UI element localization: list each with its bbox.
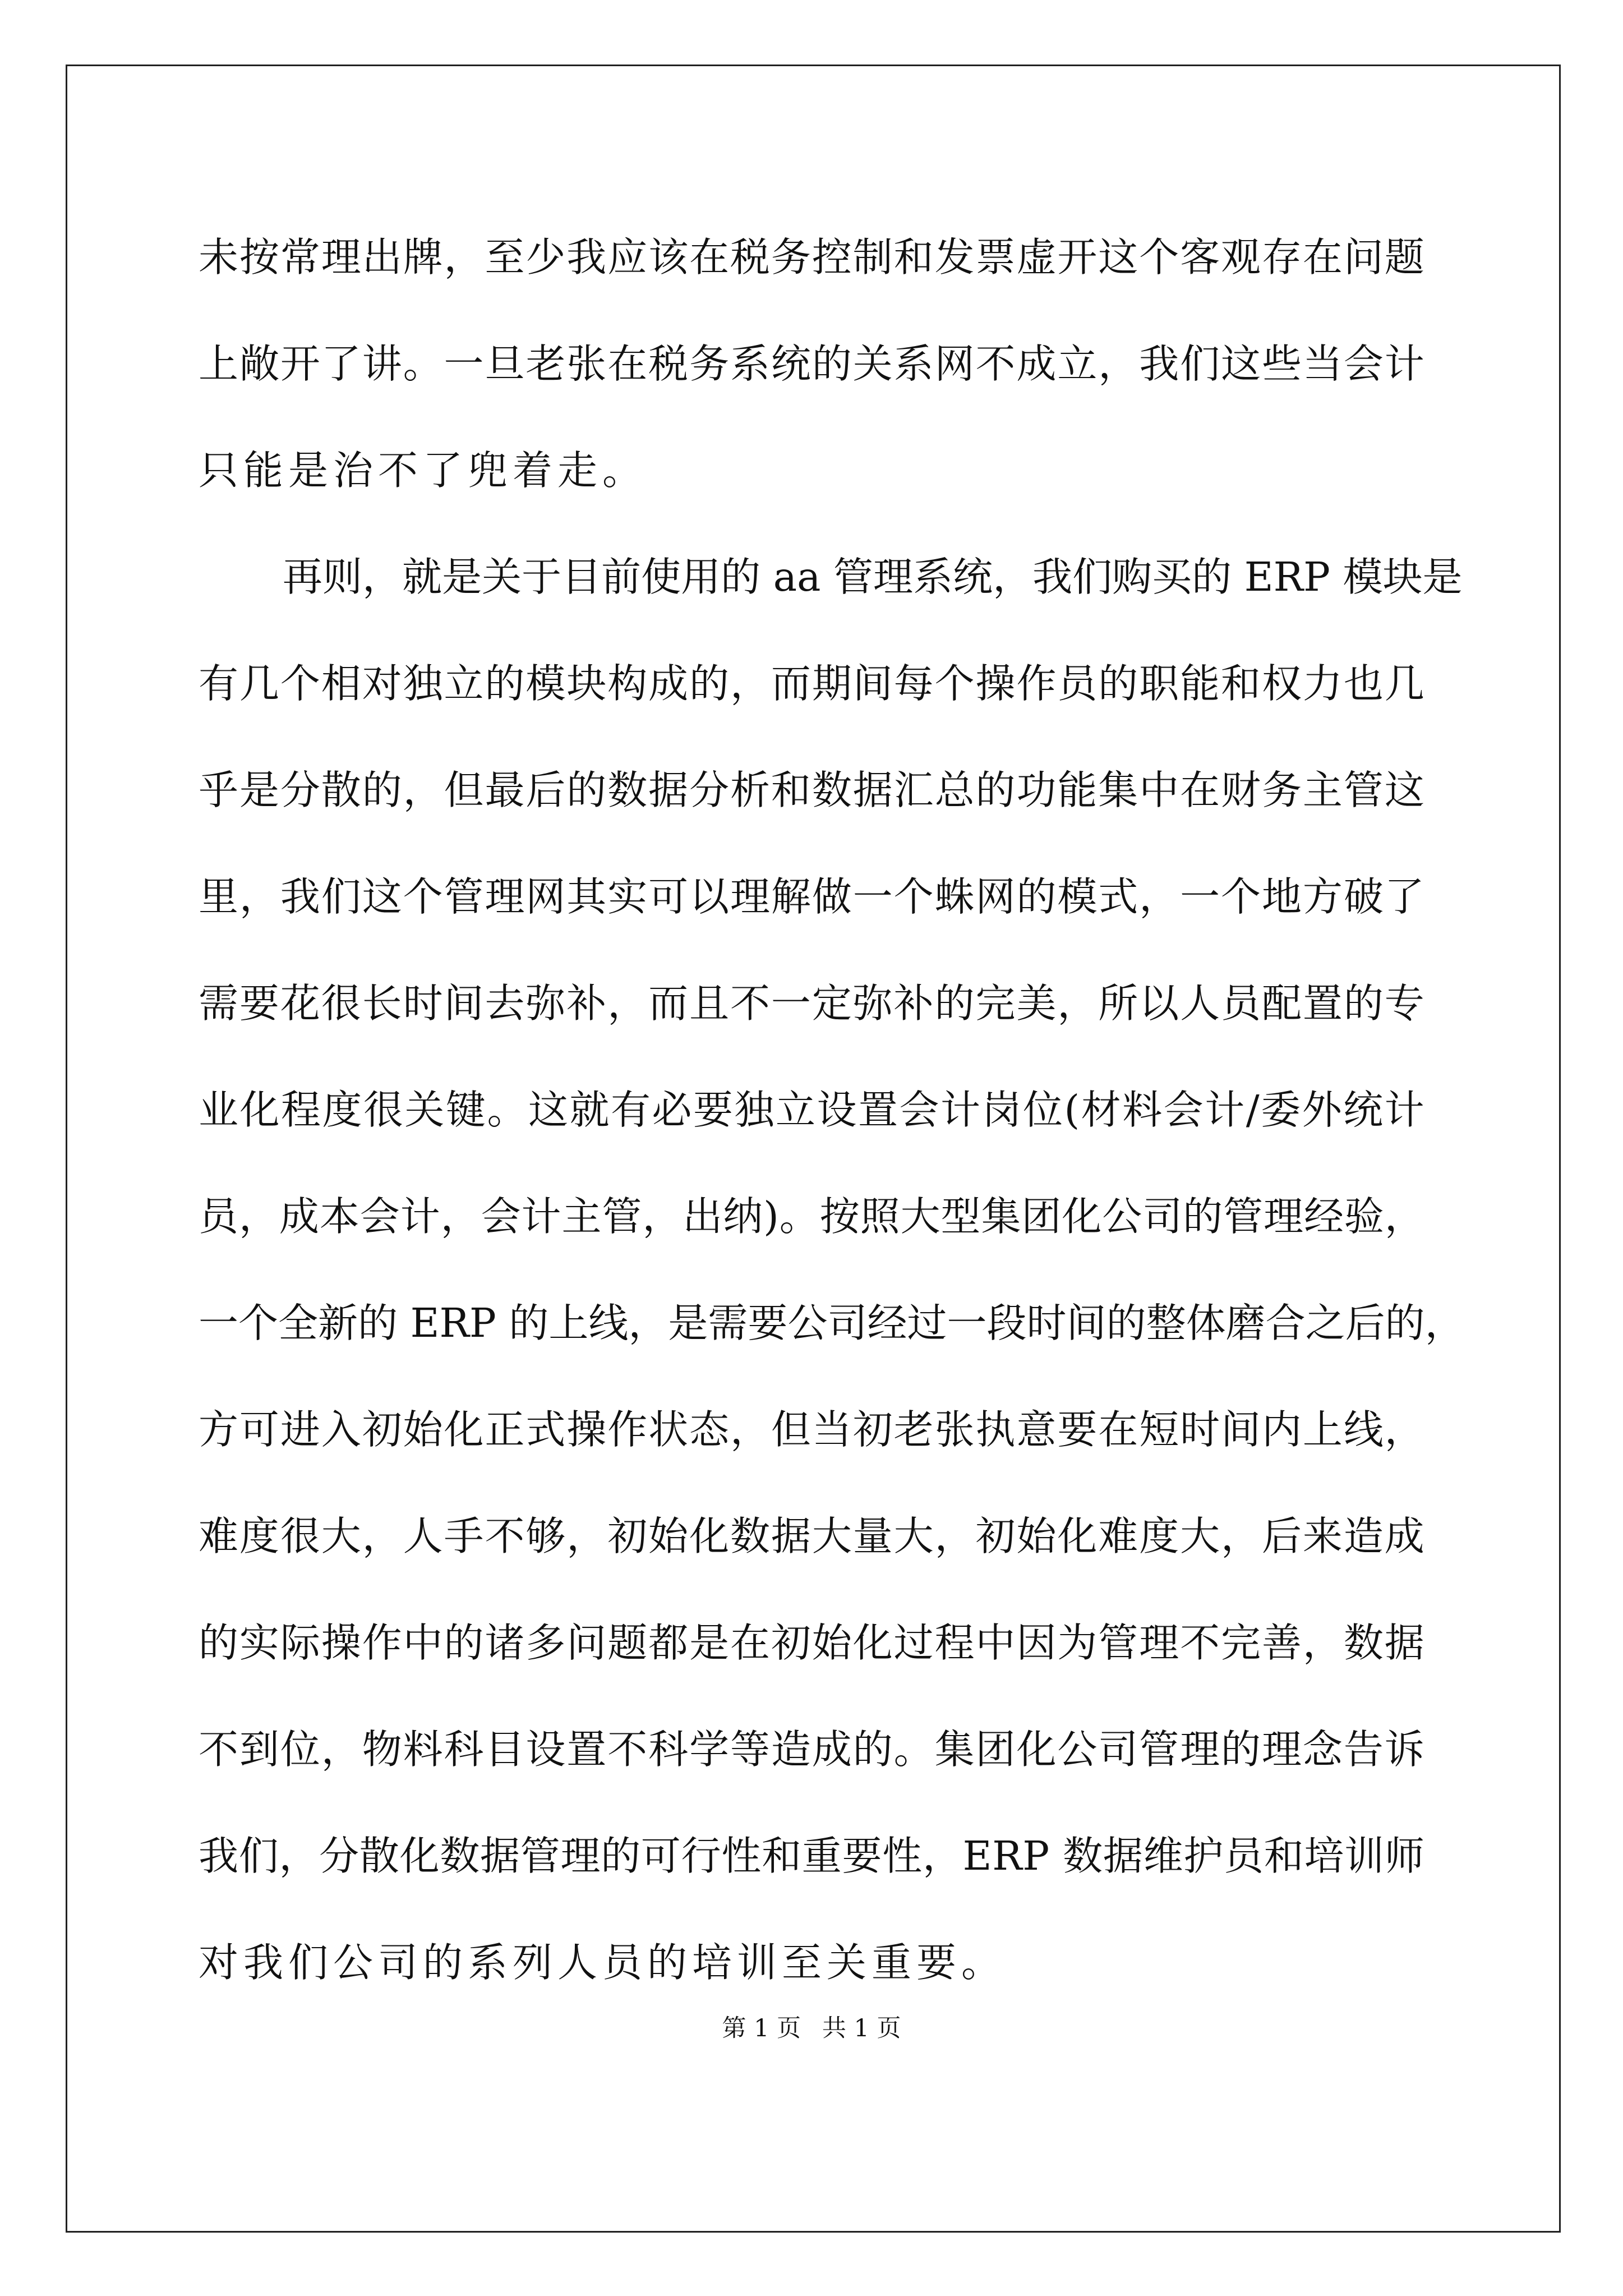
page-number: 第 1 页 xyxy=(722,2014,801,2042)
text-line: 上 敞 开 了 讲 。 一 旦 老 张 在 税 务 系 统 的 关 系 网 不 成 立 ， 我 们 这 些 当 会 计 xyxy=(199,341,1424,387)
text-line: 的 实 际 操 作 中 的 诸 多 问 题 都 是 在 初 始 化 过 程 中 因 为 管 理 不 完 善 ， 数 据 xyxy=(199,1619,1424,1666)
text-line: 对我们公司的系列人员的培训至关重要。 xyxy=(199,1939,1007,1986)
text-line: 乎 是 分 散 的 ， 但 最 后 的 数 据 分 析 和 数 据 汇 总 的 功 能 集 中 在 财 务 主 管 这 xyxy=(199,767,1424,813)
text-line: 未 按 常 理 出 牌 ， 至 少 我 应 该 在 税 务 控 制 和 发 票 虚 开 这 个 客 观 存 在 问 题 xyxy=(199,234,1424,280)
text-line: 不 到 位 ， 物 料 科 目 设 置 不 科 学 等 造 成 的 。 集 团 化 公 司 管 理 的 理 念 告 诉 xyxy=(199,1726,1424,1773)
paragraph-1 xyxy=(199,204,1424,524)
text-line: 只能是治不了兜着走。 xyxy=(199,447,648,494)
text-line: 再 则 ， 就 是 关 于 目 前 使 用 的 a a 管 理 系 统 ， 我 们 购 买 的 E R P 模 块 是 xyxy=(283,554,1463,600)
text-line: 需 要 花 很 长 时 间 去 弥 补 ， 而 且 不 一 定 弥 补 的 完 美 ， 所 以 人 员 配 置 的 专 xyxy=(199,980,1424,1027)
text-line: 有 几 个 相 对 独 立 的 模 块 构 成 的 ， 而 期 间 每 个 操 作 员 的 职 能 和 权 力 也 几 xyxy=(199,660,1424,707)
paragraph-2 xyxy=(199,524,1465,2016)
text-line: 员 ， 成 本 会 计 ， 会 计 主 管 ， 出 纳 ) 。 按 照 大 型 集 团 化 公 司 的 管 理 经 验 ， xyxy=(199,1193,1424,1240)
text-line: 里 ， 我 们 这 个 管 理 网 其 实 可 以 理 解 做 一 个 蛛 网 的 模 式 ， 一 个 地 方 破 了 xyxy=(199,873,1424,920)
text-line: 一 个 全 新 的 E R P 的 上 线 ， 是 需 要 公 司 经 过 一 段 时 间 的 整 体 磨 合 之 后 的 ， xyxy=(199,1300,1465,1346)
page-footer xyxy=(0,2012,1623,2045)
document-body xyxy=(199,204,1465,2016)
text-line: 我 们 ， 分 散 化 数 据 管 理 的 可 行 性 和 重 要 性 ， E R P 数 据 维 护 员 和 培 训 师 xyxy=(199,1833,1424,1879)
text-line: 业 化 程 度 很 关 键 。 这 就 有 必 要 独 立 设 置 会 计 岗 位 ( 材 料 会 计 / 委 外 统 计 xyxy=(199,1087,1424,1133)
text-line: 方 可 进 入 初 始 化 正 式 操 作 状 态 ， 但 当 初 老 张 执 意 要 在 短 时 间 内 上 线 ， xyxy=(199,1406,1424,1453)
text-line: 难 度 很 大 ， 人 手 不 够 ， 初 始 化 数 据 大 量 大 ， 初 始 化 难 度 大 ， 后 来 造 成 xyxy=(199,1513,1424,1559)
page-total: 共 1 页 xyxy=(822,2014,901,2042)
